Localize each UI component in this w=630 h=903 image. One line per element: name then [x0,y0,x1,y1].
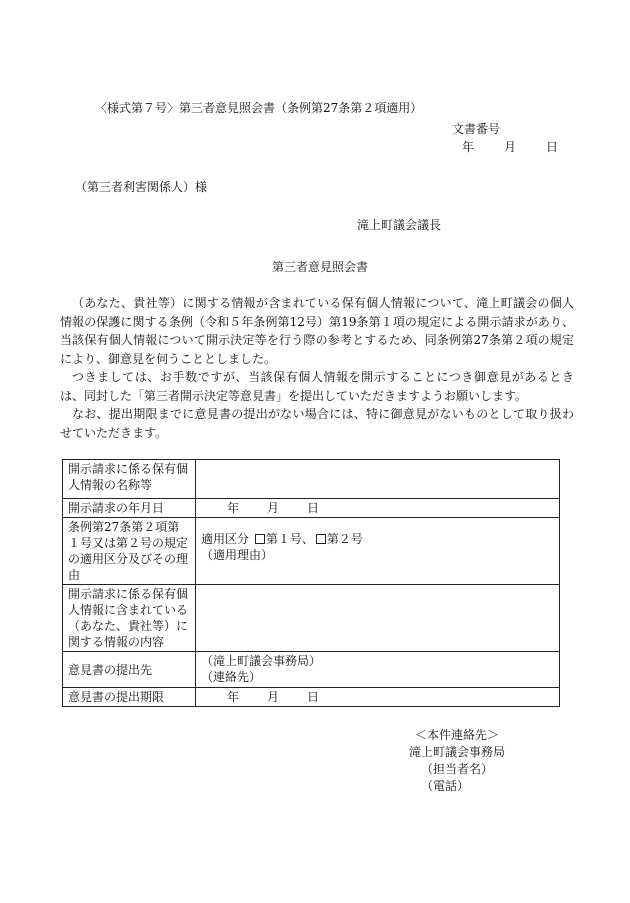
contact-person: （担当者名） [421,762,494,776]
issue-date-day: 日 [546,140,559,154]
request-date-month: 月 [267,501,280,515]
table-row [63,499,560,518]
table-row [63,688,560,707]
submission-contact: （連絡先） [201,670,262,684]
body-paragraph-2: つきましては、お手数ですが、当該保有個人情報を開示することにつき御意見があるときは、同封した「第三者開示決定等意見書」を提出していただきますようお願いします。 [60,370,574,403]
submission-destination-field [196,652,560,688]
body-paragraph-1: （あなた、貴社等）に関する情報が含まれている保有個人情報について、滝上町議会の個人情報の保護に関する条例（令和５年条例第12号）第19条第１項の規定による開示請求があり、当該保有個人情報について開示決定等を行う際の参考とするため、同条例第27条第２項の規定により、御意見を伺うこととしました。 [60,296,574,366]
category-label: 適用区分 [201,532,250,546]
contact-office: 滝上町議会事務局 [409,745,506,759]
applicable-category-field [196,518,560,585]
contact-phone: （電話） [421,779,470,793]
row-label-request-date: 開示請求の年月日 [63,499,196,518]
addressee: （第三者利害関係人）様 [75,180,208,194]
table-row [63,518,560,585]
issue-date-month: 月 [504,140,517,154]
request-date-year: 年 [227,501,240,515]
submission-deadline-field[interactable] [196,688,560,707]
info-name-field[interactable] [196,460,560,499]
option-2-checkbox[interactable] [316,534,326,544]
table-row [63,585,560,652]
body-text [60,294,574,442]
request-date-field[interactable] [196,499,560,518]
body-paragraph-3: なお、提出期限までに意見書の提出がない場合には、特に御意見がないものとして取り扱わせていただきます。 [60,407,574,440]
row-label-submission-destination: 意見書の提出先 [63,652,196,688]
option-1-label: 第１号、 [265,532,314,546]
contact-heading: ＜本件連絡先＞ [415,728,500,742]
form-title: 〈様式第７号〉第三者意見照会書（条例第27条第２項適用） [95,101,423,115]
issue-date-year: 年 [462,140,475,154]
row-label-applicable-category: 条例第27条第２項第１号又は第２号の規定の適用区分及びその理由 [63,518,196,585]
deadline-month: 月 [267,690,280,704]
submission-office: （滝上町議会事務局） [201,654,322,668]
request-date-day: 日 [307,501,320,515]
row-label-info-name: 開示請求に係る保有個人情報の名称等 [63,460,196,499]
contact-block [409,727,505,795]
deadline-day: 日 [307,690,320,704]
document-title: 第三者意見照会書 [271,260,368,274]
option-1-checkbox[interactable] [255,534,265,544]
applicable-reason-label: （適用理由） [201,548,274,562]
sender: 滝上町議会議長 [357,218,442,232]
table-row [63,460,560,499]
inquiry-table [62,459,560,707]
row-label-submission-deadline: 意見書の提出期限 [63,688,196,707]
row-label-info-content: 開示請求に係る保有個人情報に含まれている（あなた、貴社等）に関する情報の内容 [63,585,196,652]
issue-date [462,138,558,156]
info-content-field[interactable] [196,585,560,652]
option-2-label: 第２号 [326,532,363,546]
document-number-label: 文書番号 [452,122,501,136]
deadline-year: 年 [227,690,240,704]
table-row [63,652,560,688]
